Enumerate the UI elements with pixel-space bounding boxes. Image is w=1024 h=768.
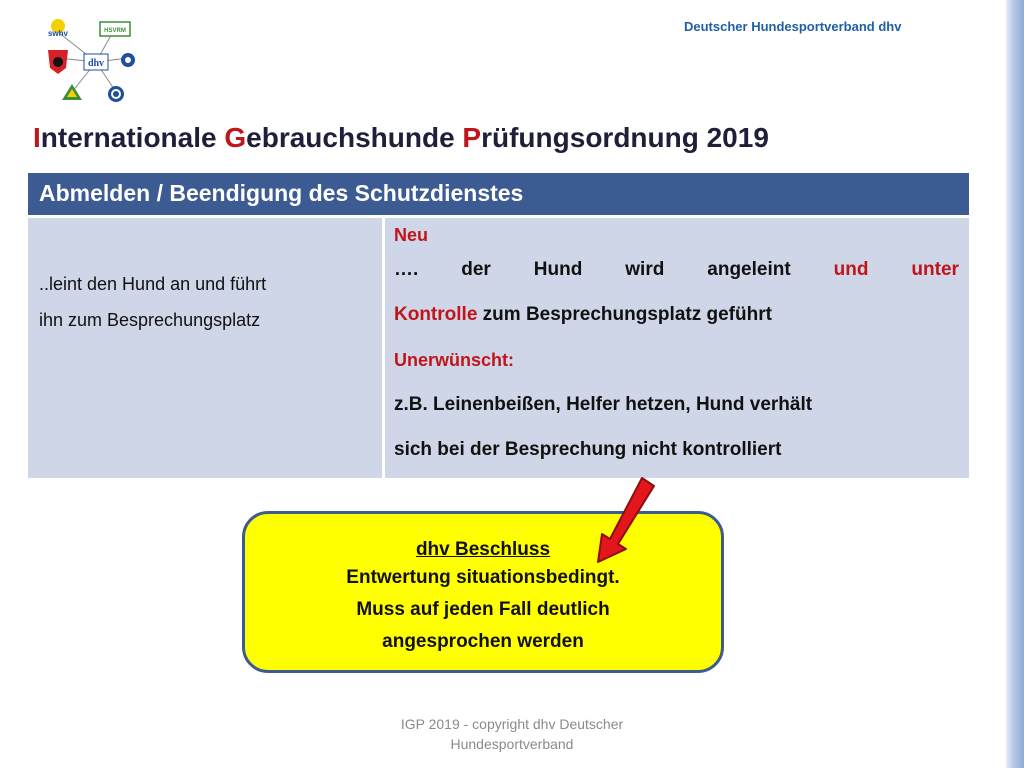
unerwuenscht-label: Unerwünscht: bbox=[394, 350, 515, 370]
table-header: Abmelden / Beendigung des Schutzdienstes bbox=[28, 173, 969, 215]
old-rule-line-2: ihn zum Besprechungsplatz bbox=[39, 310, 261, 330]
callout-line-3: angesprochen werden bbox=[382, 631, 584, 652]
new-rule-word-highlight: Kontrolle bbox=[394, 304, 478, 325]
table-cell-old-rule bbox=[28, 218, 385, 478]
table-cell-new-rule bbox=[385, 218, 969, 478]
logo-label-hsvrm: HSVRM bbox=[104, 28, 126, 34]
title-word-internationale: nternationale bbox=[40, 122, 225, 153]
new-rule-word: angeleint bbox=[707, 259, 791, 280]
new-rule-word: Hund bbox=[533, 259, 583, 280]
red-arrow-icon bbox=[590, 474, 662, 566]
new-rule-line-3 bbox=[394, 301, 959, 345]
title-initial-g: G bbox=[224, 122, 247, 153]
new-rule-word-highlight: unter bbox=[911, 259, 959, 280]
club-logos-icon bbox=[38, 18, 148, 110]
new-rule-word-highlight: und bbox=[833, 259, 869, 280]
slide-footer bbox=[350, 714, 674, 754]
new-rule-example-line-2: sich bei der Besprechung nicht kontrolliert bbox=[394, 439, 782, 460]
logo-label-swhv: swhv bbox=[47, 29, 69, 38]
logo-label-dhv: dhv bbox=[87, 58, 105, 69]
new-rule-word: wird bbox=[625, 259, 665, 280]
new-rule-example-line-1: z.B. Leinenbeißen, Helfer hetzen, Hund verhält bbox=[394, 394, 813, 415]
new-rule-line-justified bbox=[394, 255, 959, 301]
slide-title bbox=[33, 122, 769, 154]
callout-line-1: Entwertung situationsbedingt. bbox=[346, 567, 620, 588]
title-initial-p: P bbox=[462, 122, 482, 153]
rules-table bbox=[28, 173, 969, 478]
title-initial-i: I bbox=[33, 122, 41, 153]
title-word-pruefungsordnung: rüfungsordnung 2019 bbox=[481, 122, 769, 153]
old-rule-line-1: ..leint den Hund an und führt bbox=[39, 274, 267, 294]
organization-header: Deutscher Hundesportverband dhv bbox=[684, 19, 902, 34]
logo-cluster bbox=[38, 18, 148, 110]
slide-right-edge-decoration bbox=[1006, 0, 1024, 768]
footer-line-1: IGP 2019 - copyright dhv Deutscher bbox=[400, 716, 624, 732]
callout-heading: dhv Beschluss bbox=[415, 539, 551, 560]
new-rule-word: der bbox=[461, 259, 491, 280]
new-rule-line-3-rest: zum Besprechungsplatz geführt bbox=[477, 304, 772, 325]
footer-line-2: Hundesportverband bbox=[450, 736, 574, 752]
new-label: Neu bbox=[394, 225, 429, 245]
callout-line-2: Muss auf jeden Fall deutlich bbox=[356, 599, 610, 620]
table-row bbox=[28, 215, 969, 478]
title-word-gebrauchshunde: ebrauchshunde bbox=[246, 122, 463, 153]
new-rule-word: …. bbox=[394, 259, 419, 280]
